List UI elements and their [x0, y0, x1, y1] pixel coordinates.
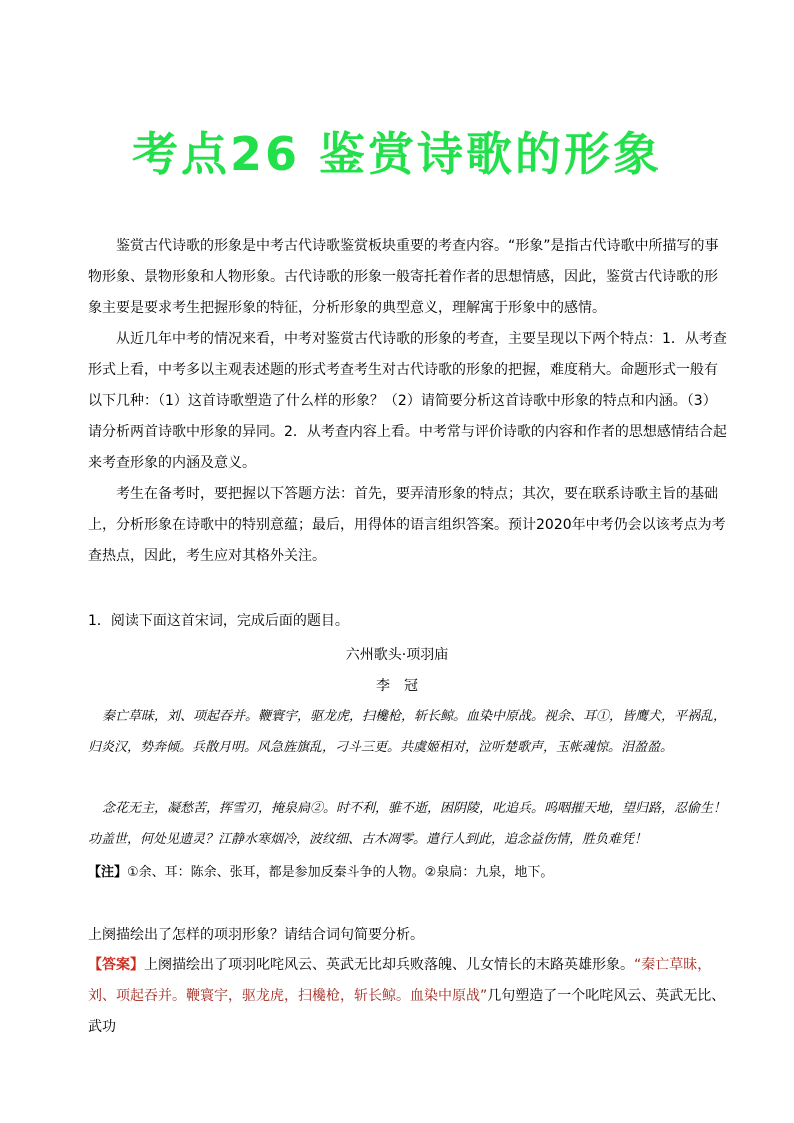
page-title: 考点26 鉴赏诗歌的形象: [131, 127, 663, 181]
intro-paragraph-3: 考生在备考时，要把握以下答题方法：首先，要弄清形象的特点；其次，要在联系诗歌主旨的基础上，分析形象在诗歌中的特别意蕴；最后，用得体的语言组织答案。预计2020年中考仍会以该考点为考查热点，因此，考生应对其格外关注。: [88, 486, 726, 564]
intro-paragraph-1: 鉴赏古代诗歌的形象是中考古代诗歌鉴赏板块重要的考查内容。“形象”是指古代诗歌中所描写的事物形象、景物形象和人物形象。古代诗歌的形象一般寄托着作者的思想情感，因此，鉴赏古代诗歌的形象主要是要求考生把握形象的特征，分析形象的典型意义，理解寓于形象中的感情。: [88, 238, 719, 316]
answer-block: [88, 950, 728, 1043]
question-prompt: 1．阅读下面这首宋词，完成后面的题目。: [88, 613, 349, 629]
answer-tail: 几句塑造了一个叱咤风云、英武无比、武功: [88, 988, 726, 1035]
poem-stanza-1: 秦亡草昧，刘、项起吞并。鞭寰宇，驱龙虎，扫欃枪，斩长鲸。血染中原战。视余、耳①，皆鹰犬，平祸乱，归炎汉，势奔倾。兵散月明。风急旌旗乱，刁斗三更。共虞姬相对，泣听楚歌声，玉帐魂惊。泪盈盈。: [88, 709, 727, 755]
note-text: ①余、耳：陈余、张耳，都是参加反秦斗争的人物。②泉扃：九泉，地下。: [127, 865, 554, 880]
poem-note: [88, 861, 553, 880]
intro-paragraph-2: 从近几年中考的情况来看，中考对鉴赏古代诗歌的形象的考查，主要呈现以下两个特点：1．从考查形式上看，中考多以主观表述题的形式考查考生对古代诗歌的形象的把握，难度稍大。命题形式一般有以下几种：（1）这首诗歌塑造了什么样的形象？（2）请简要分析这首诗歌中形象的特点和内涵。（3）请分析两首诗歌中形象的异同。2．从考查内容上看。中考常与评价诗歌的内容和作者的思想感情结合起来考查形象的内涵及意义。: [88, 331, 727, 471]
answer-text: 上阕描绘出了项羽叱咤风云、英武无比却兵败落魄、儿女情长的末路英雄形象。: [144, 957, 634, 973]
note-label: 【注】: [88, 865, 128, 880]
poem-author: 李 冠: [376, 678, 418, 694]
answer-label: 【答案】: [88, 957, 144, 973]
sub-question: 上阕描绘出了怎样的项羽形象？请结合词句简要分析。: [88, 927, 424, 943]
poem-stanza-2: 念花无主，凝愁苦，挥雪刃，掩泉扃②。时不利，骓不逝，困阴陵，叱追兵。呜咽摧天地，望归路，忍偷生！功盖世，何处见遗灵？江静水寒烟冷，波纹细、古木凋零。遣行人到此，追念益伤情，胜负难凭！: [88, 801, 727, 847]
poem-title: 六州歌头·项羽庙: [345, 647, 449, 663]
answer-quote: “秦亡草昧，刘、项起吞并。鞭寰宇，驱龙虎，扫欃枪，斩长鲸。血染中原战”: [88, 957, 712, 1004]
